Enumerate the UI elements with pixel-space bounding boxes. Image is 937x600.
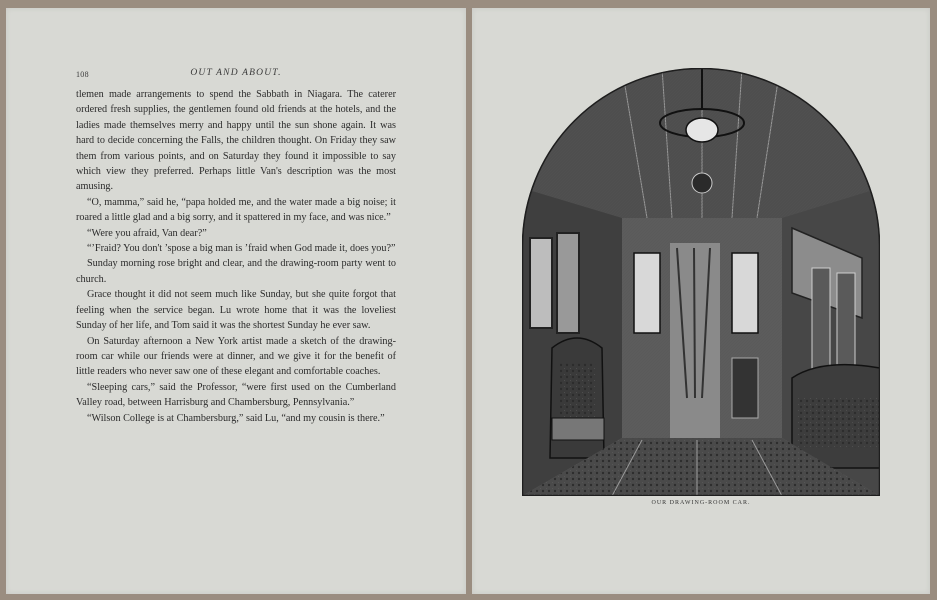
paragraph: “Were you afraid, Van dear?” — [87, 227, 207, 239]
paragraph: Sunday morning rose bright and clear, and the drawing-room party went to church. — [76, 258, 396, 285]
page-header — [76, 68, 396, 82]
paragraph: On Saturday afternoon a New York artist made a sketch of the drawing-room car while our friends were at dinner, and we give it for the benefit of little readers who never saw one of these elegant and comfortable coaches. — [76, 335, 396, 378]
paragraph: tlemen made arrangements to spend the Sabbath in Niagara. The caterer ordered fresh supplies, the gentlemen found old friends at the hotels, and the ladies made themselves merry and happy until the sun shone again. It was hard to decide concerning the Falls, the children thought. On Friday they saw them from various points, and on Saturday they found it impossible to say which view they preferred. Perhaps little Van's description was the most amusing. — [76, 89, 396, 193]
illustration-caption: OUR DRAWING-ROOM CAR. — [651, 500, 751, 506]
paragraph: Grace thought it did not seem much like Sunday, but she quite forgot that feeling when the service began. Lu wrote home that it was the loveliest Sunday of her life, and Tom said it was the shortest Sunday he ever saw. — [76, 289, 396, 332]
paragraph: “O, mamma,” said he, “papa holded me, and the water made a big noise; it roared a little glad and a big sorry, and it spattered in my face, and was nice.” — [76, 196, 396, 224]
left-page — [6, 8, 466, 594]
drawing-room-car-illustration — [522, 68, 880, 496]
paragraph: “Wilson College is at Chambersburg,” said Lu, “and my cousin is there.” — [87, 412, 385, 424]
running-head: OUT AND ABOUT. — [190, 68, 282, 78]
right-page — [472, 8, 930, 594]
page-number: 108 — [76, 70, 89, 79]
body-text — [76, 87, 396, 426]
paragraph: “Sleeping cars,” said the Professor, “were first used on the Cumberland Valley road, between Harrisburg and Chambersburg, Pennsylvania.” — [76, 381, 396, 409]
paragraph: “’Fraid? You don't ’spose a big man is ’fraid when God made it, does you?” — [87, 243, 396, 255]
